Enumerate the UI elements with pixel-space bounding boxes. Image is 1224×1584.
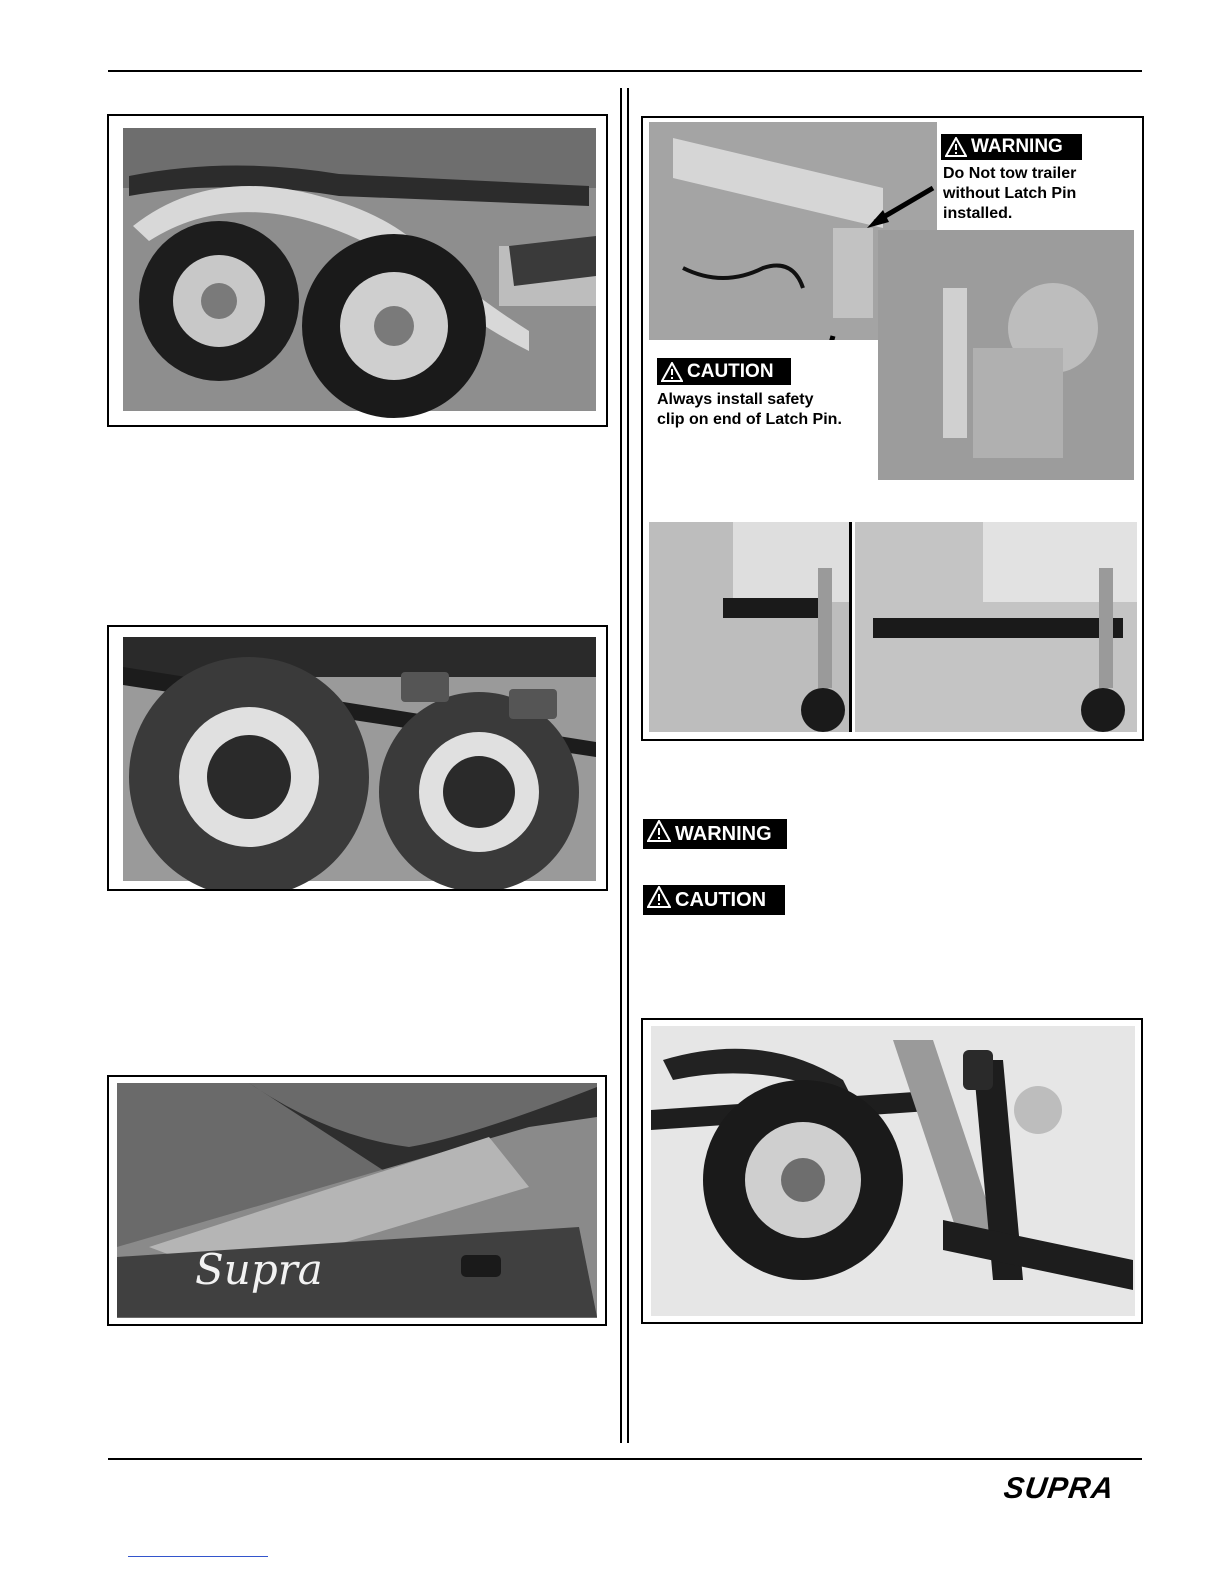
warning-text-line: without Latch Pin bbox=[943, 185, 1077, 202]
caution-notice-badge bbox=[643, 885, 785, 915]
caution-notice-label: CAUTION bbox=[675, 888, 767, 911]
caution-badge bbox=[657, 358, 791, 385]
warning-triangle-icon bbox=[647, 886, 671, 914]
footer-underline bbox=[128, 1556, 268, 1557]
column-divider-left bbox=[620, 88, 622, 1443]
photo-spare-tire-winch bbox=[641, 1018, 1143, 1324]
warning-notice-label: WARNING bbox=[675, 822, 772, 845]
photo-axle-brakes bbox=[107, 625, 608, 891]
step-plate-logo: Supra bbox=[195, 1245, 323, 1294]
warning-notice-badge bbox=[643, 819, 787, 849]
header-rule bbox=[108, 70, 1142, 72]
caution-callout-text bbox=[657, 390, 887, 430]
photo-latch-pin-composite bbox=[641, 116, 1144, 741]
caution-text-line: Always install safety bbox=[657, 391, 814, 408]
warning-badge bbox=[941, 134, 1082, 160]
warning-label: WARNING bbox=[971, 136, 1063, 157]
footer-rule bbox=[108, 1458, 1142, 1460]
warning-triangle-icon bbox=[647, 820, 671, 848]
warning-triangle-icon bbox=[945, 137, 967, 157]
caution-text-line: clip on end of Latch Pin. bbox=[657, 411, 842, 428]
warning-callout-text bbox=[943, 164, 1138, 224]
warning-text-line: Do Not tow trailer bbox=[943, 165, 1077, 182]
photo-step-plate bbox=[107, 1075, 607, 1326]
supra-logo: SUPRA bbox=[1001, 1472, 1117, 1505]
column-divider-right bbox=[627, 88, 629, 1443]
warning-text-line: installed. bbox=[943, 205, 1013, 222]
caution-label: CAUTION bbox=[687, 360, 774, 382]
warning-triangle-icon bbox=[661, 362, 683, 382]
photo-fenders-wheels bbox=[107, 114, 608, 427]
